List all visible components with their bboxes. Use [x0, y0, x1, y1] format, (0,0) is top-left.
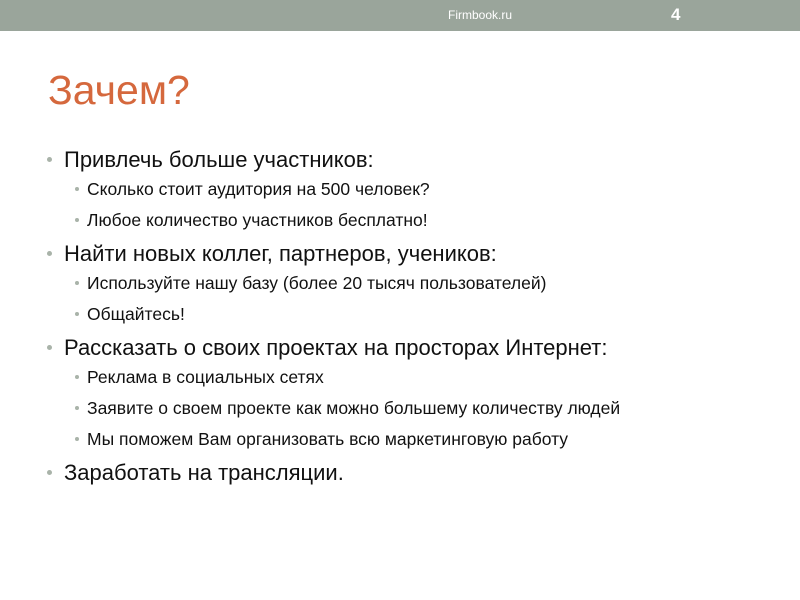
bullet-text: Заработать на трансляции. — [64, 460, 344, 485]
bullet-item — [46, 145, 746, 232]
bullet-text: Найти новых коллег, партнеров, учеников: — [64, 241, 497, 266]
bullet-item — [46, 458, 746, 488]
sub-bullet-item: Сколько стоит аудитория на 500 человек? — [64, 177, 746, 201]
sub-bullet-item: Реклама в социальных сетях — [64, 365, 746, 389]
bullet-list — [46, 145, 746, 494]
slide-title: Зачем? — [48, 67, 190, 113]
slide-number: 4 — [671, 5, 681, 24]
sub-bullet-list — [64, 365, 746, 451]
header-site-name: Firmbook.ru — [448, 8, 513, 22]
sub-bullet-item: Общайтесь! — [64, 302, 746, 326]
header-bar — [0, 0, 800, 31]
sub-bullet-list — [64, 177, 746, 232]
sub-bullet-item: Мы поможем Вам организовать всю маркетинговую работу — [64, 427, 746, 451]
sub-bullet-item: Используйте нашу базу (более 20 тысяч пользователей) — [64, 271, 746, 295]
bullet-text: Привлечь больше участников: — [64, 147, 374, 172]
bullet-item — [46, 239, 746, 326]
sub-bullet-item: Любое количество участников бесплатно! — [64, 208, 746, 232]
sub-bullet-item: Заявите о своем проекте как можно большему количеству людей — [64, 396, 746, 420]
bullet-item — [46, 333, 746, 451]
bullet-text: Рассказать о своих проектах на просторах Интернет: — [64, 335, 608, 360]
sub-bullet-list — [64, 271, 746, 326]
